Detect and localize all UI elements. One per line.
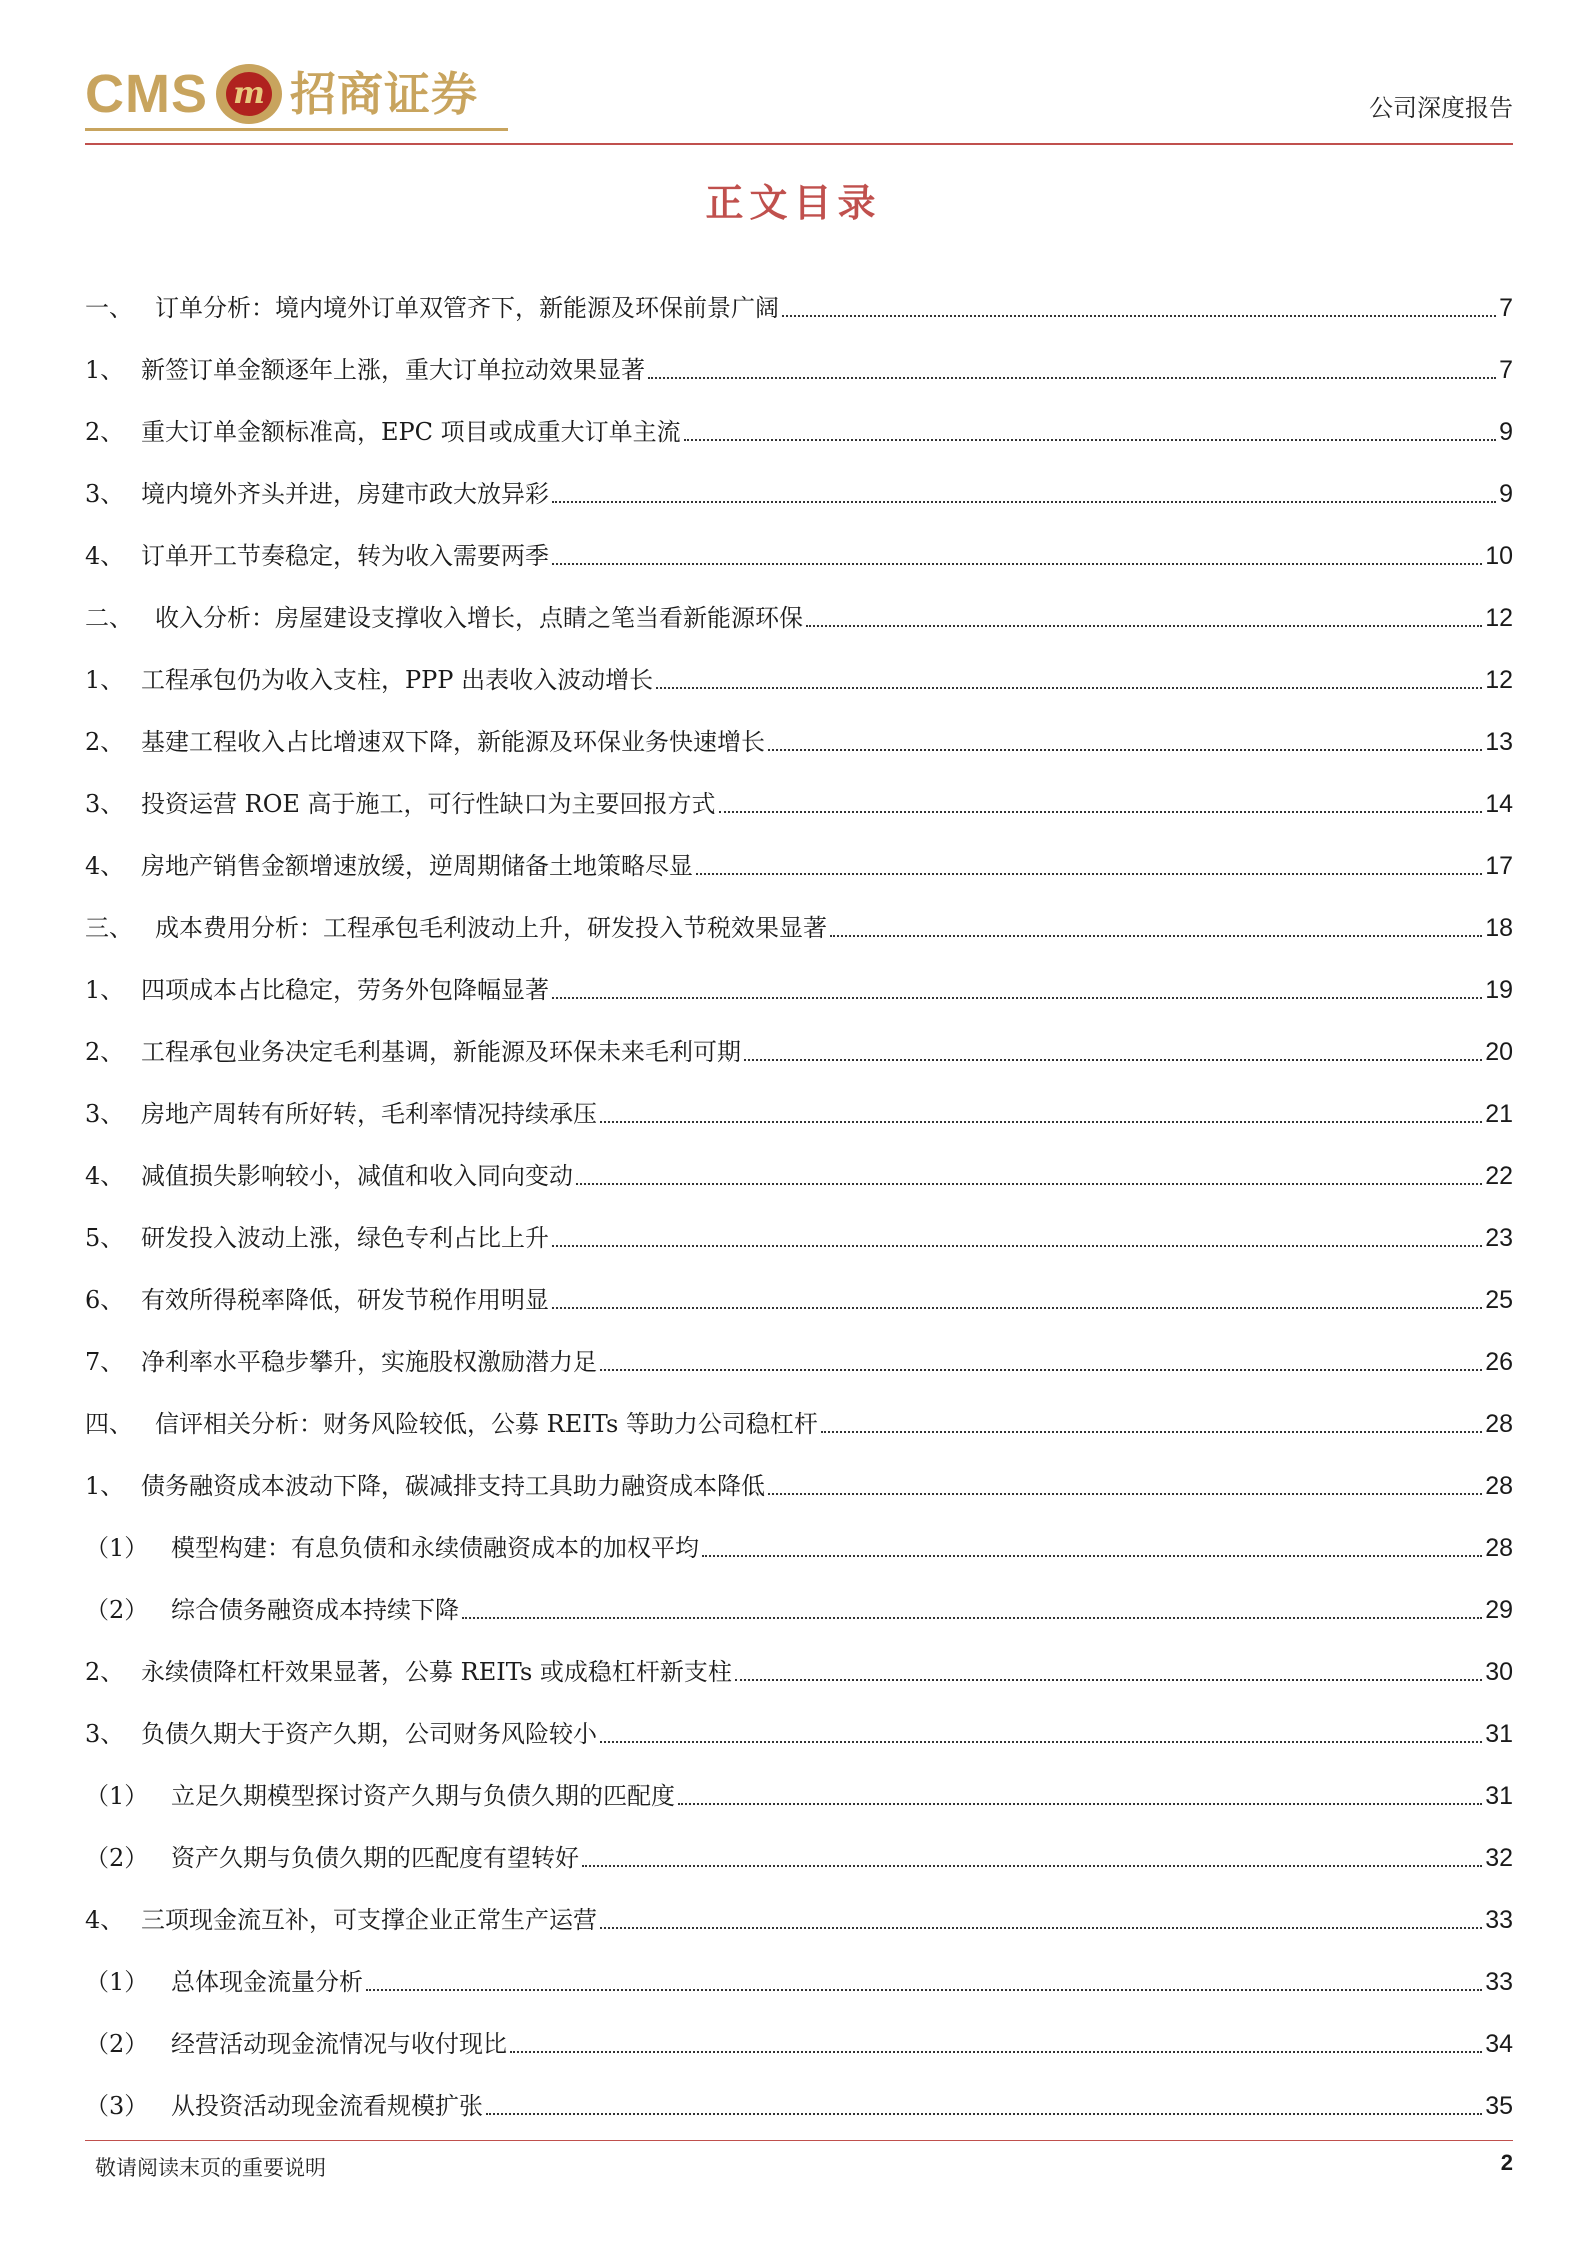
- toc-leader-dots: [678, 1803, 1482, 1805]
- toc-entry-page: 33: [1485, 1968, 1513, 1996]
- toc-leader-dots: [600, 1927, 1482, 1929]
- toc-leader-dots: [768, 749, 1482, 751]
- toc-leader-dots: [782, 315, 1496, 317]
- toc-entry-number: 3、: [85, 1720, 125, 1748]
- toc-leader-dots: [656, 687, 1482, 689]
- toc-entry-page: 26: [1485, 1348, 1513, 1376]
- toc-leader-dots: [735, 1679, 1482, 1681]
- toc-entry-label: 信评相关分析：财务风险较低，公募 REITs 等助力公司稳杠杆: [155, 1410, 818, 1438]
- toc-entry-page: 21: [1485, 1100, 1513, 1128]
- toc-leader-dots: [510, 2051, 1482, 2053]
- toc-entry-label: 综合债务融资成本持续下降: [171, 1596, 459, 1624]
- toc-entry-number: 2、: [85, 418, 125, 446]
- toc-entry-label: 立足久期模型探讨资产久期与负债久期的匹配度: [171, 1782, 675, 1810]
- toc-entry-number: 3、: [85, 480, 125, 508]
- toc-entry-page: 9: [1499, 480, 1513, 508]
- toc-entry-number: 3、: [85, 1100, 125, 1128]
- toc-entry-number: （1）: [85, 1534, 149, 1562]
- toc-entry-label: 境内境外齐头并进，房建市政大放异彩: [141, 480, 549, 508]
- toc-entry-label: 订单分析：境内境外订单双管齐下，新能源及环保前景广阔: [155, 294, 779, 322]
- toc-entry[interactable]: [85, 449, 1513, 511]
- toc-entry[interactable]: [85, 1627, 1513, 1689]
- toc-entry-label: 负债久期大于资产久期，公司财务风险较小: [141, 1720, 597, 1748]
- toc-entry-page: 28: [1485, 1472, 1513, 1500]
- toc-entry-page: 28: [1485, 1534, 1513, 1562]
- toc-entry-number: 6、: [85, 1286, 125, 1314]
- toc-entry-label: 工程承包业务决定毛利基调，新能源及环保未来毛利可期: [141, 1038, 741, 1066]
- toc-entry-number: 4、: [85, 1162, 125, 1190]
- toc-entry-number: 4、: [85, 852, 125, 880]
- toc-entry[interactable]: [85, 263, 1513, 325]
- toc-entry[interactable]: [85, 1007, 1513, 1069]
- toc-entry-number: 2、: [85, 1038, 125, 1066]
- toc-entry-page: 20: [1485, 1038, 1513, 1066]
- toc-entry-page: 33: [1485, 1906, 1513, 1934]
- toc-entry[interactable]: [85, 1503, 1513, 1565]
- toc-entry[interactable]: [85, 387, 1513, 449]
- toc-entry-number: 1、: [85, 356, 125, 384]
- toc-leader-dots: [552, 501, 1496, 503]
- toc-entry[interactable]: [85, 883, 1513, 945]
- header-divider: [85, 143, 1513, 145]
- table-of-contents: [85, 263, 1513, 2123]
- toc-entry[interactable]: [85, 1937, 1513, 1999]
- toc-entry-label: 收入分析：房屋建设支撑收入增长，点睛之笔当看新能源环保: [155, 604, 803, 632]
- toc-entry-label: 成本费用分析：工程承包毛利波动上升，研发投入节税效果显著: [155, 914, 827, 942]
- toc-entry[interactable]: [85, 821, 1513, 883]
- toc-leader-dots: [552, 563, 1482, 565]
- toc-entry-number: 2、: [85, 1658, 125, 1686]
- toc-entry-label: 工程承包仍为收入支柱，PPP 出表收入波动增长: [141, 666, 654, 694]
- toc-leader-dots: [744, 1059, 1482, 1061]
- toc-entry-number: 一、: [85, 294, 133, 322]
- toc-entry-page: 32: [1485, 1844, 1513, 1872]
- toc-entry-page: 12: [1485, 666, 1513, 694]
- toc-leader-dots: [600, 1121, 1482, 1123]
- toc-entry-page: 18: [1485, 914, 1513, 942]
- toc-leader-dots: [576, 1183, 1482, 1185]
- toc-entry-label: 债务融资成本波动下降，碳减排支持工具助力融资成本降低: [141, 1472, 765, 1500]
- toc-entry[interactable]: [85, 635, 1513, 697]
- toc-leader-dots: [600, 1369, 1482, 1371]
- toc-entry[interactable]: [85, 2061, 1513, 2123]
- footer-disclaimer: 敬请阅读末页的重要说明: [95, 2156, 326, 2180]
- toc-leader-dots: [719, 811, 1483, 813]
- logo-underline: [85, 128, 508, 131]
- toc-entry-page: 7: [1499, 356, 1513, 384]
- toc-leader-dots: [552, 1307, 1482, 1309]
- toc-entry-label: 重大订单金额标准高，EPC 项目或成重大订单主流: [141, 418, 681, 446]
- toc-entry-label: 投资运营 ROE 高于施工，可行性缺口为主要回报方式: [141, 790, 716, 818]
- report-type: 公司深度报告: [1369, 94, 1513, 122]
- toc-entry-label: 三项现金流互补，可支撑企业正常生产运营: [141, 1906, 597, 1934]
- toc-entry[interactable]: [85, 1813, 1513, 1875]
- toc-entry-number: 2、: [85, 728, 125, 756]
- toc-entry-number: 四、: [85, 1410, 133, 1438]
- toc-leader-dots: [582, 1865, 1482, 1867]
- toc-leader-dots: [830, 935, 1482, 937]
- toc-leader-dots: [600, 1741, 1482, 1743]
- toc-entry-label: 四项成本占比稳定，劳务外包降幅显著: [141, 976, 549, 1004]
- toc-entry[interactable]: [85, 573, 1513, 635]
- page-number: 2: [1500, 2150, 1513, 2175]
- toc-leader-dots: [806, 625, 1482, 627]
- logo-emblem-mark: m: [226, 72, 272, 116]
- toc-entry-page: 14: [1485, 790, 1513, 818]
- toc-entry-page: 34: [1485, 2030, 1513, 2058]
- toc-leader-dots: [821, 1431, 1482, 1433]
- toc-entry[interactable]: [85, 1565, 1513, 1627]
- toc-leader-dots: [696, 873, 1482, 875]
- company-logo: [85, 62, 478, 126]
- toc-leader-dots: [702, 1555, 1482, 1557]
- toc-entry-label: 订单开工节奏稳定，转为收入需要两季: [141, 542, 549, 570]
- toc-entry-page: 17: [1485, 852, 1513, 880]
- toc-entry-page: 31: [1485, 1720, 1513, 1748]
- toc-leader-dots: [552, 1245, 1482, 1247]
- toc-entry-page: 30: [1485, 1658, 1513, 1686]
- page-header: [85, 62, 1513, 142]
- toc-leader-dots: [768, 1493, 1482, 1495]
- toc-entry-number: 1、: [85, 976, 125, 1004]
- toc-leader-dots: [462, 1617, 1482, 1619]
- toc-entry[interactable]: [85, 1069, 1513, 1131]
- toc-entry-page: 22: [1485, 1162, 1513, 1190]
- toc-leader-dots: [552, 997, 1482, 999]
- toc-title: 正文目录: [705, 181, 882, 225]
- toc-entry-number: 7、: [85, 1348, 125, 1376]
- toc-entry-page: 10: [1485, 542, 1513, 570]
- toc-entry-number: （2）: [85, 1844, 149, 1872]
- toc-entry-page: 7: [1499, 294, 1513, 322]
- toc-entry-label: 有效所得税率降低，研发节税作用明显: [141, 1286, 549, 1314]
- footer-divider: [85, 2140, 1513, 2141]
- toc-entry-label: 从投资活动现金流看规模扩张: [171, 2092, 483, 2120]
- logo-cms-text: CMS: [85, 64, 208, 124]
- toc-entry-label: 总体现金流量分析: [171, 1968, 363, 1996]
- toc-entry[interactable]: [85, 325, 1513, 387]
- toc-entry-number: 1、: [85, 1472, 125, 1500]
- toc-entry-page: 19: [1485, 976, 1513, 1004]
- toc-entry[interactable]: [85, 1999, 1513, 2061]
- toc-entry-label: 资产久期与负债久期的匹配度有望转好: [171, 1844, 579, 1872]
- toc-entry-page: 31: [1485, 1782, 1513, 1810]
- toc-entry-number: （1）: [85, 1968, 149, 1996]
- toc-entry[interactable]: [85, 1379, 1513, 1441]
- toc-leader-dots: [366, 1989, 1482, 1991]
- toc-leader-dots: [648, 377, 1496, 379]
- toc-entry[interactable]: [85, 1255, 1513, 1317]
- toc-entry-label: 减值损失影响较小，减值和收入同向变动: [141, 1162, 573, 1190]
- toc-entry-number: 三、: [85, 914, 133, 942]
- toc-entry[interactable]: [85, 511, 1513, 573]
- toc-entry-number: 3、: [85, 790, 125, 818]
- toc-entry-label: 新签订单金额逐年上涨，重大订单拉动效果显著: [141, 356, 645, 384]
- toc-entry-number: 二、: [85, 604, 133, 632]
- toc-entry[interactable]: [85, 1875, 1513, 1937]
- toc-entry[interactable]: [85, 759, 1513, 821]
- toc-entry-label: 净利率水平稳步攀升，实施股权激励潜力足: [141, 1348, 597, 1376]
- toc-leader-dots: [684, 439, 1496, 441]
- toc-leader-dots: [486, 2113, 1482, 2115]
- toc-entry-label: 房地产周转有所好转，毛利率情况持续承压: [141, 1100, 597, 1128]
- toc-entry-label: 模型构建：有息负债和永续债融资成本的加权平均: [171, 1534, 699, 1562]
- toc-entry[interactable]: [85, 945, 1513, 1007]
- toc-entry[interactable]: [85, 1441, 1513, 1503]
- toc-entry-number: 4、: [85, 542, 125, 570]
- toc-entry-label: 基建工程收入占比增速双下降，新能源及环保业务快速增长: [141, 728, 765, 756]
- toc-entry-label: 房地产销售金额增速放缓，逆周期储备土地策略尽显: [141, 852, 693, 880]
- toc-entry[interactable]: [85, 1317, 1513, 1379]
- toc-entry-number: 1、: [85, 666, 125, 694]
- toc-entry-label: 经营活动现金流情况与收付现比: [171, 2030, 507, 2058]
- toc-entry-page: 29: [1485, 1596, 1513, 1624]
- logo-emblem-icon: [216, 64, 282, 124]
- toc-entry-page: 13: [1485, 728, 1513, 756]
- toc-entry-page: 9: [1499, 418, 1513, 446]
- toc-entry-page: 25: [1485, 1286, 1513, 1314]
- toc-entry-page: 28: [1485, 1410, 1513, 1438]
- toc-entry-number: （3）: [85, 2092, 149, 2120]
- toc-entry[interactable]: [85, 1193, 1513, 1255]
- toc-entry-number: 5、: [85, 1224, 125, 1252]
- toc-entry[interactable]: [85, 1131, 1513, 1193]
- toc-entry[interactable]: [85, 1689, 1513, 1751]
- toc-entry-number: （2）: [85, 2030, 149, 2058]
- toc-entry[interactable]: [85, 1751, 1513, 1813]
- toc-entry-label: 永续债降杠杆效果显著，公募 REITs 或成稳杠杆新支柱: [141, 1658, 732, 1686]
- toc-entry-number: （2）: [85, 1596, 149, 1624]
- logo-chinese-name: 招商证券: [290, 67, 478, 121]
- toc-entry-page: 12: [1485, 604, 1513, 632]
- toc-entry-page: 35: [1485, 2092, 1513, 2120]
- toc-entry-number: （1）: [85, 1782, 149, 1810]
- toc-entry-label: 研发投入波动上涨，绿色专利占比上升: [141, 1224, 549, 1252]
- toc-entry[interactable]: [85, 697, 1513, 759]
- toc-entry-number: 4、: [85, 1906, 125, 1934]
- toc-entry-page: 23: [1485, 1224, 1513, 1252]
